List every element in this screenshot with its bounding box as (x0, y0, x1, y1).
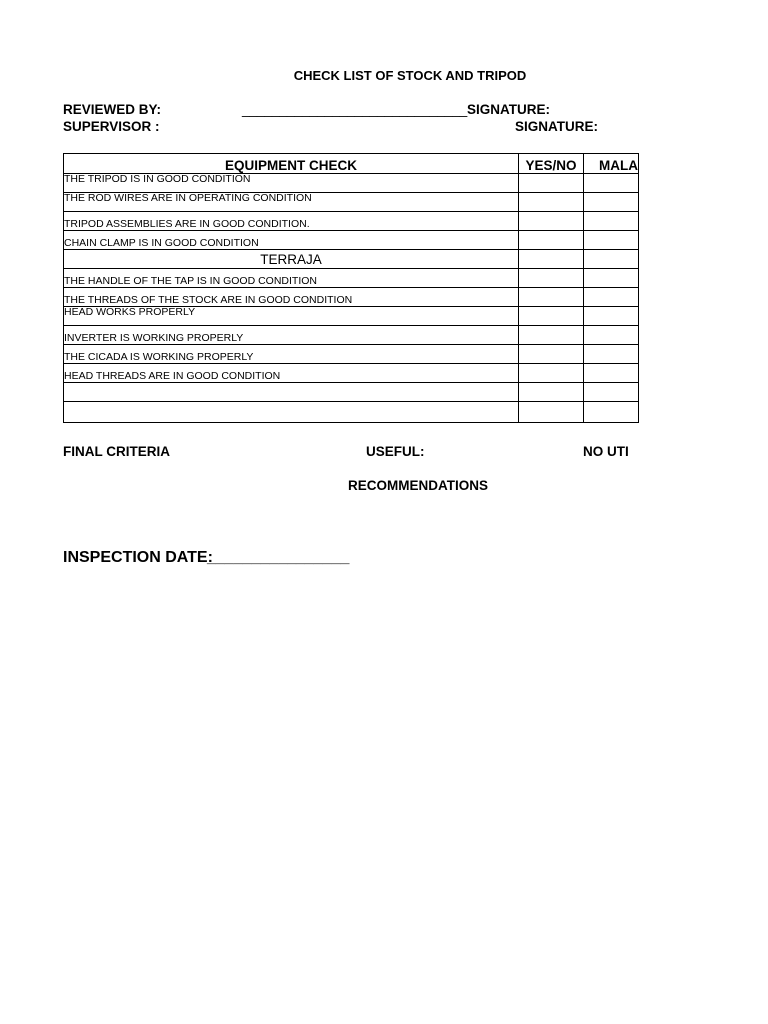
inspection-date-label: INSPECTION DATE: (63, 549, 213, 566)
mala-cell[interactable] (584, 250, 639, 269)
check-item: THE CICADA IS WORKING PROPERLY (64, 345, 519, 364)
table-header-row (64, 154, 639, 174)
table-row (64, 269, 639, 288)
equipment-check-table (63, 153, 639, 423)
mala-cell[interactable] (584, 269, 639, 288)
section-row (64, 250, 639, 269)
table-row (64, 193, 639, 212)
supervisor-label: SUPERVISOR : (63, 119, 160, 134)
table-row (64, 345, 639, 364)
yes-no-cell[interactable] (519, 345, 584, 364)
document-title: CHECK LIST OF STOCK AND TRIPOD (293, 68, 527, 83)
table-row (64, 307, 639, 326)
check-item: CHAIN CLAMP IS IN GOOD CONDITION (64, 231, 519, 250)
mala-cell[interactable] (584, 307, 639, 326)
yes-no-cell[interactable] (519, 326, 584, 345)
table-row (64, 364, 639, 383)
blank-item-cell[interactable] (64, 402, 519, 423)
table-row (64, 174, 639, 193)
blank-item-cell[interactable] (64, 383, 519, 402)
yes-no-cell[interactable] (519, 307, 584, 326)
table-row (64, 212, 639, 231)
mala-cell[interactable] (584, 231, 639, 250)
column-header-yes-no: YES/NO (519, 154, 584, 174)
yes-no-cell[interactable] (519, 231, 584, 250)
mala-cell[interactable] (584, 402, 639, 423)
mala-cell[interactable] (584, 288, 639, 307)
final-criteria-label: FINAL CRITERIA (63, 444, 170, 459)
yes-no-cell[interactable] (519, 364, 584, 383)
signature-label-reviewer: SIGNATURE: (467, 102, 550, 117)
section-title-terraja: TERRAJA (64, 250, 519, 269)
column-header-mala: MALA (584, 154, 639, 174)
blank-row (64, 383, 639, 402)
blank-row (64, 402, 639, 423)
yes-no-cell[interactable] (519, 193, 584, 212)
useful-label: USEFUL: (366, 444, 425, 459)
check-item: TRIPOD ASSEMBLIES ARE IN GOOD CONDITION. (64, 212, 519, 231)
mala-cell[interactable] (584, 345, 639, 364)
recommendations-label: RECOMMENDATIONS (348, 478, 488, 493)
check-item: THE THREADS OF THE STOCK ARE IN GOOD CONDITION (64, 288, 519, 307)
yes-no-cell[interactable] (519, 174, 584, 193)
check-item: THE HANDLE OF THE TAP IS IN GOOD CONDITION (64, 269, 519, 288)
column-header-equipment-check: EQUIPMENT CHECK (64, 154, 519, 174)
reviewed-by-label: REVIEWED BY: (63, 102, 162, 117)
mala-cell[interactable] (584, 383, 639, 402)
check-item: HEAD THREADS ARE IN GOOD CONDITION (64, 364, 519, 383)
mala-cell[interactable] (584, 174, 639, 193)
yes-no-cell[interactable] (519, 250, 584, 269)
not-useful-label: NO UTI (583, 444, 629, 459)
yes-no-cell[interactable] (519, 383, 584, 402)
yes-no-cell[interactable] (519, 402, 584, 423)
table-row (64, 231, 639, 250)
yes-no-cell[interactable] (519, 212, 584, 231)
signature-label-supervisor: SIGNATURE: (515, 119, 598, 134)
reviewed-by-line[interactable]: ______________________________ (242, 102, 468, 117)
mala-cell[interactable] (584, 326, 639, 345)
inspection-date-line[interactable]: ________________ (207, 549, 350, 566)
check-item: INVERTER IS WORKING PROPERLY (64, 326, 519, 345)
check-item: THE TRIPOD IS IN GOOD CONDITION (64, 174, 519, 193)
table-row (64, 288, 639, 307)
yes-no-cell[interactable] (519, 269, 584, 288)
check-item: THE ROD WIRES ARE IN OPERATING CONDITION (64, 193, 519, 212)
mala-cell[interactable] (584, 212, 639, 231)
yes-no-cell[interactable] (519, 288, 584, 307)
table-row (64, 326, 639, 345)
check-item: HEAD WORKS PROPERLY (64, 307, 519, 326)
mala-cell[interactable] (584, 364, 639, 383)
mala-cell[interactable] (584, 193, 639, 212)
